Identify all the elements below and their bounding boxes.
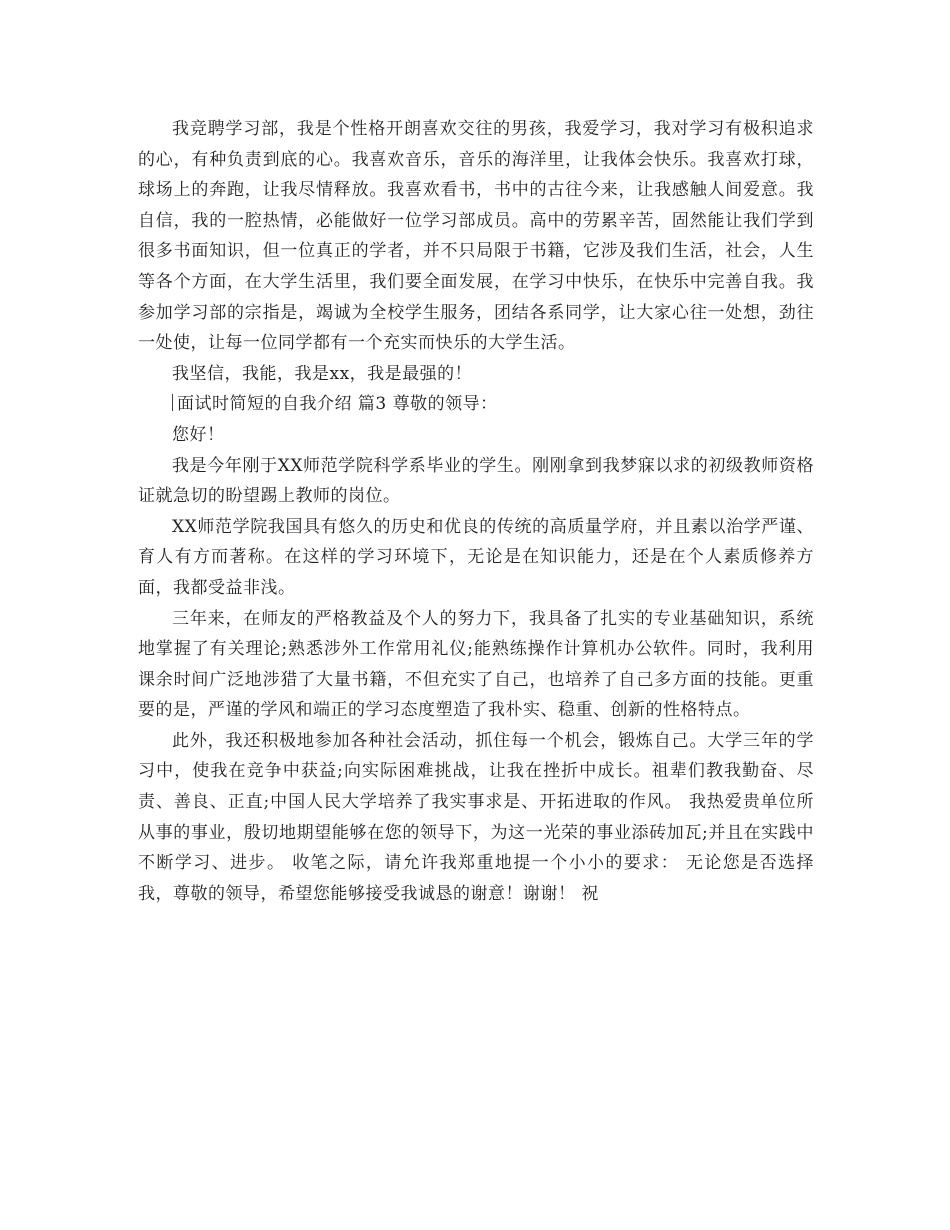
paragraph-school: XX师范学院我国具有悠久的历史和优良的传统的高质量学府，并且素以治学严谨、育人有方而著称。在这样的学习环境下，无论是在知识能力，还是在个人素质修养方面，我都受益非浅。 <box>138 516 814 598</box>
paragraph-candidacy: 我竞聘学习部，我是个性格开朗喜欢交往的男孩，我爱学习，我对学习有极积追求的心，有种负责到底的心。我喜欢音乐，音乐的海洋里，让我体会快乐。我喜欢打球，球场上的奔跑，让我尽情释放。我喜欢看书，书中的古往今来，让我感触人间爱意。我自信，我的一腔热情，必能做好一位学习部成员。高中的劳累辛苦，固然能让我们学到很多书面知识，但一位真正的学者，并不只局限于书籍，它涉及我们生活，社会，人生等各个方面，在大学生活里，我们要全面发展，在学习中快乐，在快乐中完善自我。我参加学习部的宗指是，竭诚为全校学生服务，团结各系同学，让大家心往一处想，劲往一处使，让每一位同学都有一个充实而快乐的大学生活。 <box>138 119 814 354</box>
greeting: 您好！ <box>172 424 225 445</box>
cursor-bar-icon <box>172 394 173 411</box>
paragraph-graduate: 我是今年刚于XX师范学院科学系毕业的学生。刚刚拿到我梦寐以求的初级教师资格证就急切的盼望踢上教师的岗位。 <box>138 455 814 507</box>
paragraph-skills: 三年来，在师友的严格教益及个人的努力下，我具备了扎实的专业基础知识，系统地掌握了有关理论;熟悉涉外工作常用礼仪;能熟练操作计算机办公软件。同时，我利用课余时间广泛地涉猎了大量书籍，不但充实了自己，也培养了自己多方面的技能。更重要的是，严谨的学风和端正的学习态度塑造了我朴实、稳重、创新的性格特点。 <box>138 608 814 721</box>
document-body <box>138 114 814 909</box>
section-heading-text: 面试时简短的自我介绍 篇3 尊敬的领导： <box>177 394 498 415</box>
paragraph-confidence: 我坚信，我能，我是xx，我是最强的！ <box>172 363 473 384</box>
section-heading <box>138 389 814 420</box>
paragraph-activities: 此外，我还积极地参加各种社会活动，抓住每一个机会，锻炼自己。大学三年的学习中，使我在竞争中获益;向实际困难挑战，让我在挫折中成长。祖辈们教我勤奋、尽责、善良、正直;中国人民大学培养了我实事求是、开拓进取的作风。 我热爱贵单位所从事的事业，殷切地期望能够在您的领导下，为这一光荣的事业添砖加瓦;并且在实践中不断学习、进步。 收笔之际，请允许我郑重地提一个小小的要求： 无论您是否选择我，尊敬的领导，希望您能够接受我诚恳的谢意！谢谢！ 祝 <box>138 730 814 904</box>
